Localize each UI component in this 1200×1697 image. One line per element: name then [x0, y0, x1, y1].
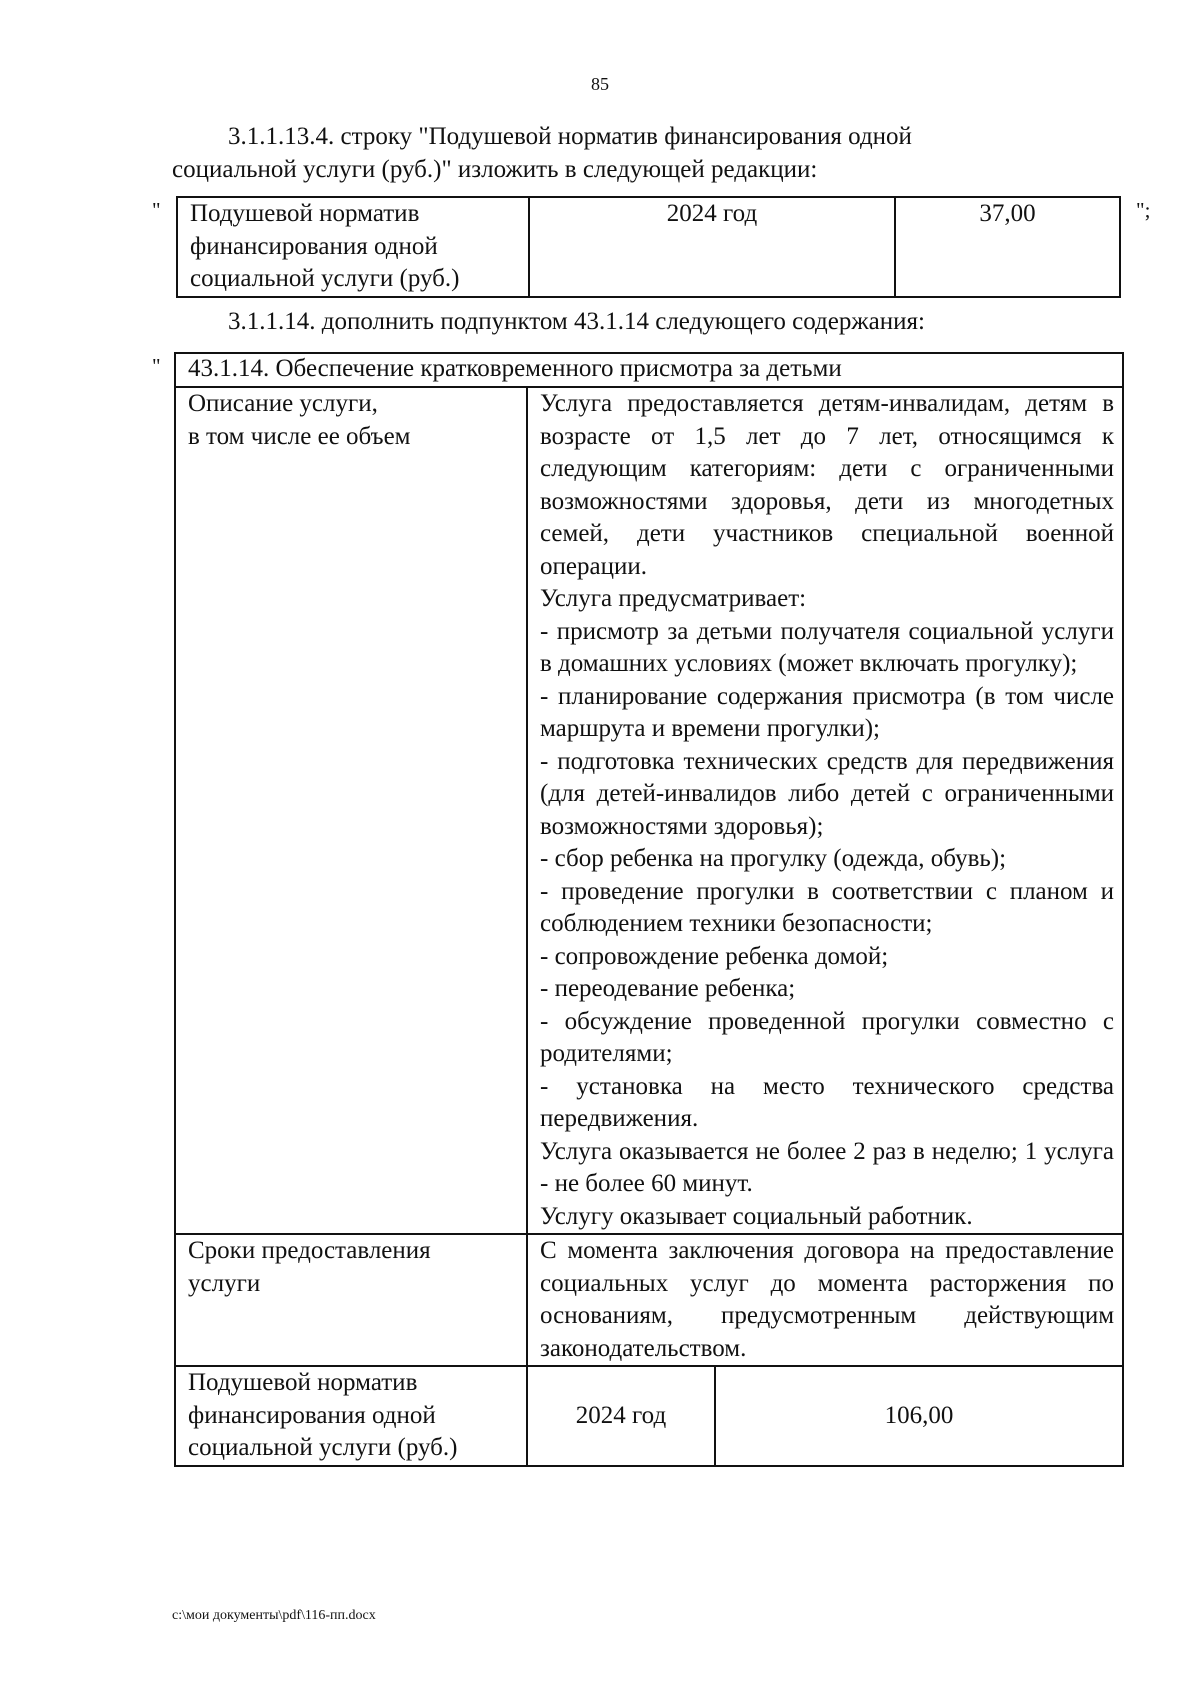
description-text-cell [527, 387, 1123, 1234]
table-row [175, 1234, 1123, 1366]
table-row [177, 197, 1120, 297]
per-capita-norm-table [176, 196, 1121, 298]
service-43-1-14-table [174, 352, 1124, 1467]
paragraph-line: 3.1.1.13.4. строку "Подушевой норматив финансирования одной [228, 123, 912, 150]
description-paragraph: Услуга предусматривает: [540, 585, 807, 612]
label-line: социальной услуги (руб.) [190, 265, 460, 292]
label-line: Подушевой норматив [188, 1369, 418, 1396]
description-paragraph: Услуга предоставляется детям-инвалидам, детям в возрасте от 1,5 лет до 7 лет, относящимся к следующим категориям: дети с ограниченными возможностями здоровья, дети из многодетных семей, дети участников специальной военной операции. [540, 390, 1115, 580]
value-cell: 37,00 [895, 197, 1120, 297]
description-paragraph: - проведение прогулки в соответствии с планом и соблюдением техники безопасности; [540, 877, 1115, 937]
description-paragraph: - сопровождение ребенка домой; [540, 942, 889, 970]
page-number: 85 [591, 74, 609, 94]
footer-file-path: c:\мои документы\pdf\116-пп.docx [172, 1608, 376, 1623]
label-line: финансирования одной [188, 1401, 436, 1429]
year-cell: 2024 год [529, 197, 895, 297]
description-paragraph: - присмотр за детьми получателя социальной услуги в домашних условиях (может включать прогулку); [540, 617, 1115, 677]
label-line: услуги [188, 1269, 261, 1297]
opening-quote: " [152, 198, 161, 222]
closing-quote: "; [1136, 198, 1151, 222]
opening-quote: " [152, 354, 161, 378]
label-line: Сроки предоставления [188, 1237, 431, 1264]
label-line: в том числе ее объем [188, 422, 411, 450]
paragraph-3-1-1-13-4 [172, 120, 1132, 186]
value-cell: 106,00 [715, 1366, 1123, 1466]
description-paragraph: - переодевание ребенка; [540, 975, 796, 1002]
description-paragraph: Услугу оказывает социальный работник. [540, 1202, 973, 1230]
description-paragraph: - установка на место технического средства передвижения. [540, 1072, 1115, 1132]
norm-label-cell [177, 197, 529, 297]
year-cell: 2024 год [527, 1366, 715, 1466]
description-paragraph: - сбор ребенка на прогулку (одежда, обувь); [540, 845, 1007, 872]
description-paragraph: - обсуждение проведенной прогулки совместно с родителями; [540, 1007, 1115, 1067]
terms-label-cell [175, 1234, 527, 1366]
description-paragraph: - подготовка технических средств для передвижения (для детей-инвалидов либо детей с ограниченными возможностями здоровья); [540, 747, 1115, 840]
paragraph-3-1-1-14: 3.1.1.14. дополнить подпунктом 43.1.14 следующего содержания: [228, 308, 925, 335]
label-line: Описание услуги, [188, 390, 378, 417]
paragraph-line: социальной услуги (руб.)" изложить в следующей редакции: [172, 156, 818, 183]
table-row [175, 1366, 1123, 1466]
table-row [175, 387, 1123, 1234]
label-line: социальной услуги (руб.) [188, 1434, 458, 1461]
label-line: Подушевой норматив [190, 200, 420, 227]
terms-text-cell: С момента заключения договора на предоставление социальных услуг до момента расторжения по основаниям, предусмотренным действующим законодательством. [527, 1234, 1123, 1366]
description-paragraph: - планирование содержания присмотра (в том числе маршрута и времени прогулки); [540, 682, 1115, 742]
description-paragraph: Услуга оказывается не более 2 раз в неделю; 1 услуга - не более 60 минут. [540, 1137, 1115, 1197]
description-label-cell [175, 387, 527, 1234]
norm-label-cell [175, 1366, 527, 1466]
service-header-cell: 43.1.14. Обеспечение кратковременного присмотра за детьми [175, 353, 1123, 387]
table-row [175, 353, 1123, 387]
label-line: финансирования одной [190, 232, 438, 260]
